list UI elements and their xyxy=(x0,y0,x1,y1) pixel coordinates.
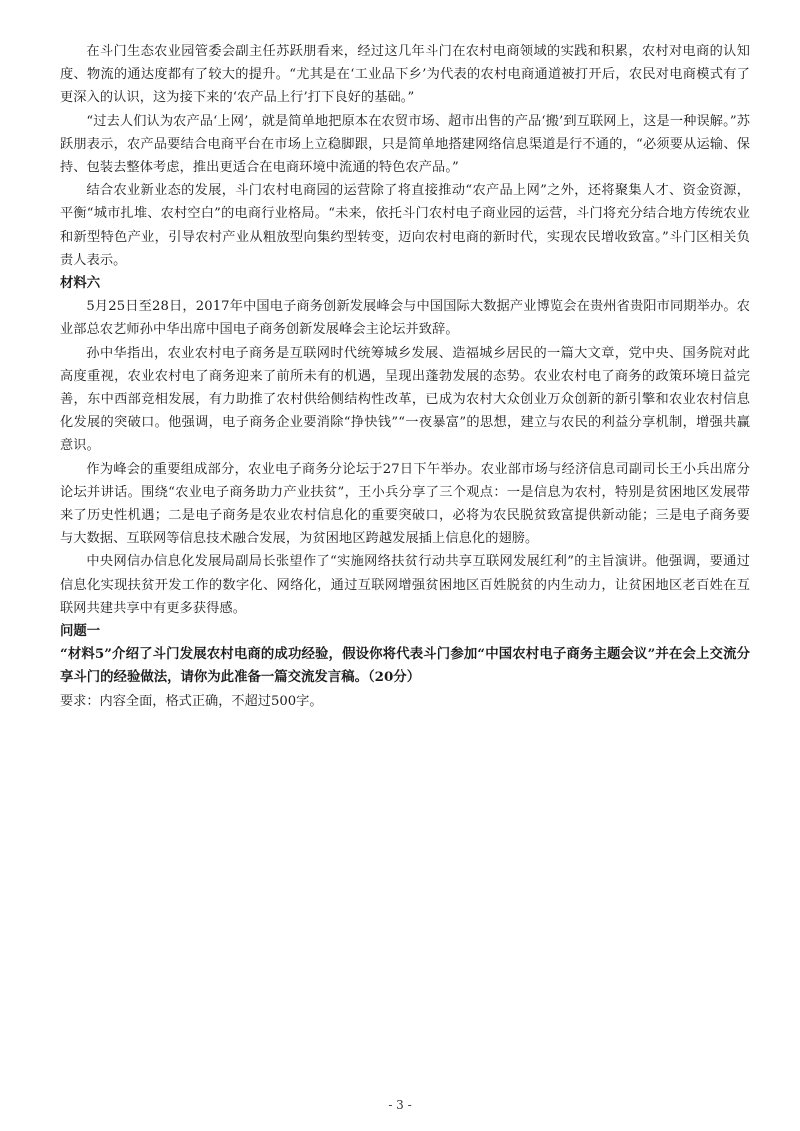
paragraph-2: “过去人们认为农产品‘上网’，就是简单地把原本在农贸市场、超市出售的产品‘搬’到互联网上，这是一种误解。”苏跃朋表示，农产品要结合电商平台在市场上立稳脚跟，只是简单地搭建网络信息渠道是行不通的，“必须要从运输、保持、包装去整体考虑，推出更适合在电商环境中流通的特色农产品。” xyxy=(60,113,750,176)
paragraph-7: 中央网信办信息化发展局副局长张望作了“实施网络扶贫行动共享互联网发展红利”的主旨演讲。他强调，要通过信息化实现扶贫开发工作的数字化、网络化，通过互联网增强贫困地区百姓脱贫的内生动力，让贫困地区老百姓在互联网共建共享中有更多获得感。 xyxy=(60,554,750,616)
paragraph-1: 在斗门生态农业园管委会副主任苏跃朋看来，经过这几年斗门在农村电商领域的实践和积累，农村对电商的认知度、物流的通达度都有了较大的提升。“尤其是在‘工业品下乡’为代表的农村电商通道被打开后，农民对电商模式有了更深入的认识，这为接下来的‘农产品上行’打下良好的基础。” xyxy=(60,44,750,106)
paragraph-3: 结合农业新业态的发展，斗门农村电商园的运营除了将直接推动“农产品上网”之外，还将聚集人才、资金资源，平衡“城市扎堆、农村空白”的电商行业格局。“未来，依托斗门农村电子商业园的运营，斗门将充分结合地方传统农业和新型特色产业，引导农村产业从粗放型向集约型转变，迈向农村电商的新时代，实现农民增收致富。”斗门区相关负责人表示。 xyxy=(60,183,750,268)
requirement-text: 要求：内容全面，格式正确，不超过500字。 xyxy=(60,693,323,709)
paragraph-4: 5月25日至28日，2017年中国电子商务创新发展峰会与中国国际大数据产业博览会在贵州省贵阳市同期举办。农业部总农艺师孙中华出席中国电子商务创新发展峰会主论坛并致辞。 xyxy=(60,299,750,338)
paragraph-6: 作为峰会的重要组成部分，农业电子商务分论坛于27日下午举办。农业部市场与经济信息司副司长王小兵出席分论坛并讲话。围绕“农业电子商务助力产业扶贫”，王小兵分享了三个观点：一是信息为农村，特别是贫困地区发展带来了历史性机遇；二是电子商务是农业农村信息化的重要突破口，必将为农民脱贫致富提供新动能；三是电子商务要与大数据、互联网等信息技术融合发展，为贫困地区跨越发展插上信息化的翅膀。 xyxy=(60,461,750,547)
document-page xyxy=(60,40,750,713)
question-title: 问题一 xyxy=(60,623,101,640)
section-title: 材料六 xyxy=(60,275,101,292)
question-text: “材料5”介绍了斗门发展农村电商的成功经验，假设你将代表斗门参加“中国农村电子商务主题会议”并在会上交流分享斗门的经验做法，请你为此准备一篇交流发言稿。（20分） xyxy=(60,646,750,686)
paragraph-5: 孙中华指出，农业农村电子商务是互联网时代统筹城乡发展、造福城乡居民的一篇大文章，党中央、国务院对此高度重视，农业农村电了商务迎来了前所未有的机遇，呈现出蓬勃发展的态势。农业农村电了商务的政策环境日益完善，东中西部竞相发展，有力助推了农村供给侧结构性改革，已成为农村大众创业万众创新的新引擎和农业农村信息化发展的突破口。他强调，电子商务企业要消除“挣快钱”“一夜暴富”的思想，建立与农民的利益分享机制，增强共赢意识。 xyxy=(60,345,750,454)
page-number: - 3 - xyxy=(388,1098,412,1112)
